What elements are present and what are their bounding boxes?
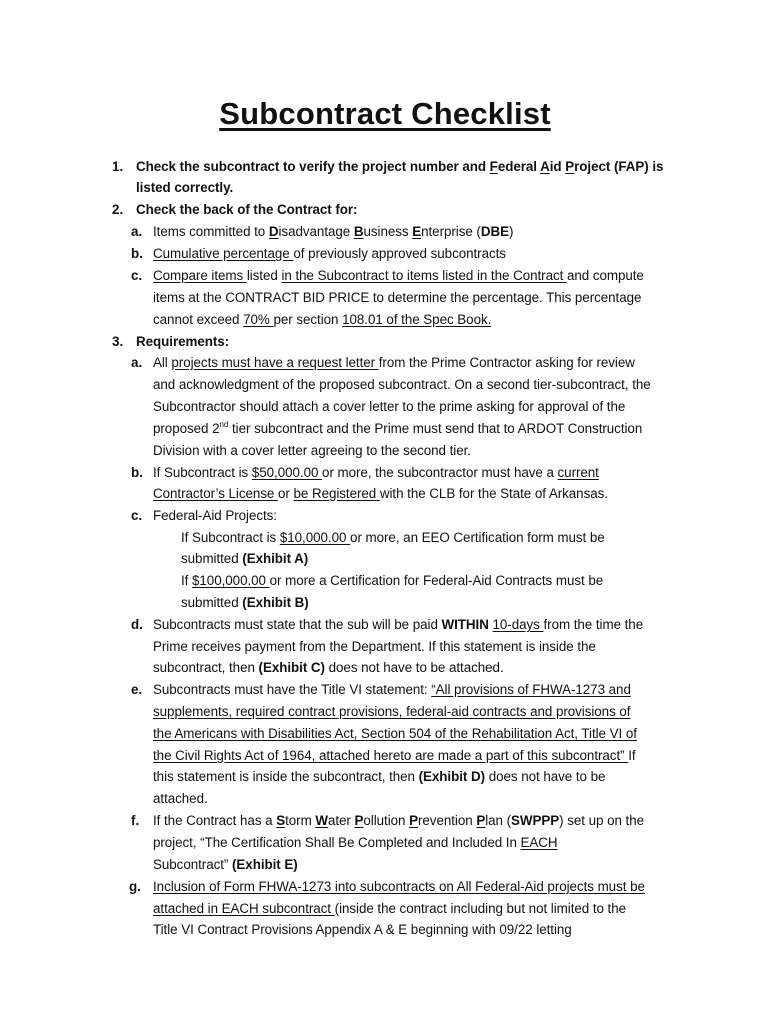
item-3c-line-1: Federal-Aid Projects: xyxy=(153,508,277,523)
item-3c-sub-line-3: If $100,000.00 or more a Certification for Federal-Aid Contracts must be xyxy=(181,573,604,588)
item-3c-label: c. xyxy=(131,508,143,523)
item-3f-line-3: Subcontract” (Exhibit E) xyxy=(153,857,298,872)
item-2-number: 2. xyxy=(112,202,124,217)
item-3a-line-5: Division with a cover letter agreeing to the second tier. xyxy=(153,443,471,458)
item-2b-label: b. xyxy=(131,246,143,261)
item-3b-label: b. xyxy=(131,465,143,480)
item-1-line-2: listed correctly. xyxy=(136,180,234,195)
item-3g-line-3: Title VI Contract Provisions Appendix A & E beginning with 09/22 letting xyxy=(153,922,572,937)
item-3g-line-2: attached in EACH subcontract (inside the contract including but not limited to the xyxy=(153,901,627,916)
item-3e-line-3: the Americans with Disabilities Act, Section 504 of the Rehabilitation Act, Title VI of xyxy=(153,726,637,741)
item-3f-label: f. xyxy=(131,813,140,828)
item-3e-line-1: Subcontracts must have the Title VI statement: “All provisions of FHWA-1273 and xyxy=(153,682,631,697)
item-2c-line-3: cannot exceed 70% per section 108.01 of the Spec Book. xyxy=(153,312,492,327)
item-3e-line-2: supplements, required contract provisions, federal-aid contracts and provisions of xyxy=(153,704,631,719)
item-2a-line: Items committed to Disadvantage Business Enterprise (DBE) xyxy=(153,224,514,239)
item-3e-label: e. xyxy=(131,682,143,697)
item-2-heading: Check the back of the Contract for: xyxy=(136,202,358,217)
item-3c-sub-line-1: If Subcontract is $10,000.00 or more, an EEO Certification form must be xyxy=(181,530,605,545)
item-3d-label: d. xyxy=(131,617,143,632)
item-3c-sub-line-2: submitted (Exhibit A) xyxy=(181,551,309,566)
item-1-number: 1. xyxy=(112,159,124,174)
item-3a-line-4: proposed 2nd tier subcontract and the Prime must send that to ARDOT Construction xyxy=(153,420,643,436)
item-3d-line-1: Subcontracts must state that the sub will be paid WITHIN 10-days from the time the xyxy=(153,617,644,632)
page-title: Subcontract Checklist xyxy=(219,96,551,131)
item-3g-line-1: Inclusion of Form FHWA-1273 into subcontracts on All Federal-Aid projects must be xyxy=(153,879,645,894)
item-3a-line-3: Subcontractor should attach a cover letter to the prime asking for approval of the xyxy=(153,399,626,414)
item-3b-line-1: If Subcontract is $50,000.00 or more, the subcontractor must have a current xyxy=(153,465,599,480)
item-3f-line-1: If the Contract has a Storm Water Pollution Prevention Plan (SWPPP) set up on the xyxy=(153,813,644,828)
item-3a-line-2: and acknowledgment of the proposed subcontract. On a second tier-subcontract, the xyxy=(153,377,651,392)
item-2c-line-2: items at the CONTRACT BID PRICE to determine the percentage. This percentage xyxy=(153,290,642,305)
item-2c-label: c. xyxy=(131,268,143,283)
item-3-number: 3. xyxy=(112,334,124,349)
item-3e-line-6: attached. xyxy=(153,791,208,806)
item-3e-line-5: this statement is inside the subcontract, then (Exhibit D) does not have to be xyxy=(153,769,606,784)
item-3-heading: Requirements: xyxy=(136,334,230,349)
item-3d-line-3: subcontract, then (Exhibit C) does not have to be attached. xyxy=(153,660,504,675)
item-2a-label: a. xyxy=(131,224,143,239)
item-2b-line: Cumulative percentage of previously approved subcontracts xyxy=(153,246,506,261)
item-3a-label: a. xyxy=(131,355,143,370)
item-3e-line-4: the Civil Rights Act of 1964, attached hereto are made a part of this subcontract” If xyxy=(153,748,636,763)
item-3f-line-2: project, “The Certification Shall Be Completed and Included In EACH xyxy=(153,835,558,850)
item-3d-line-2: Prime receives payment from the Department. If this statement is inside the xyxy=(153,639,596,654)
item-3b-line-2: Contractor’s License or be Registered with the CLB for the State of Arkansas. xyxy=(153,486,608,501)
item-1-line-1: Check the subcontract to verify the project number and Federal Aid Project (FAP) is xyxy=(136,159,664,174)
item-3c-sub-line-4: submitted (Exhibit B) xyxy=(181,595,309,610)
item-3g-label: g. xyxy=(129,879,141,894)
item-2c-line-1: Compare items listed in the Subcontract to items listed in the Contract and compute xyxy=(153,268,644,283)
item-3a-line-1: All projects must have a request letter from the Prime Contractor asking for review xyxy=(153,355,635,370)
